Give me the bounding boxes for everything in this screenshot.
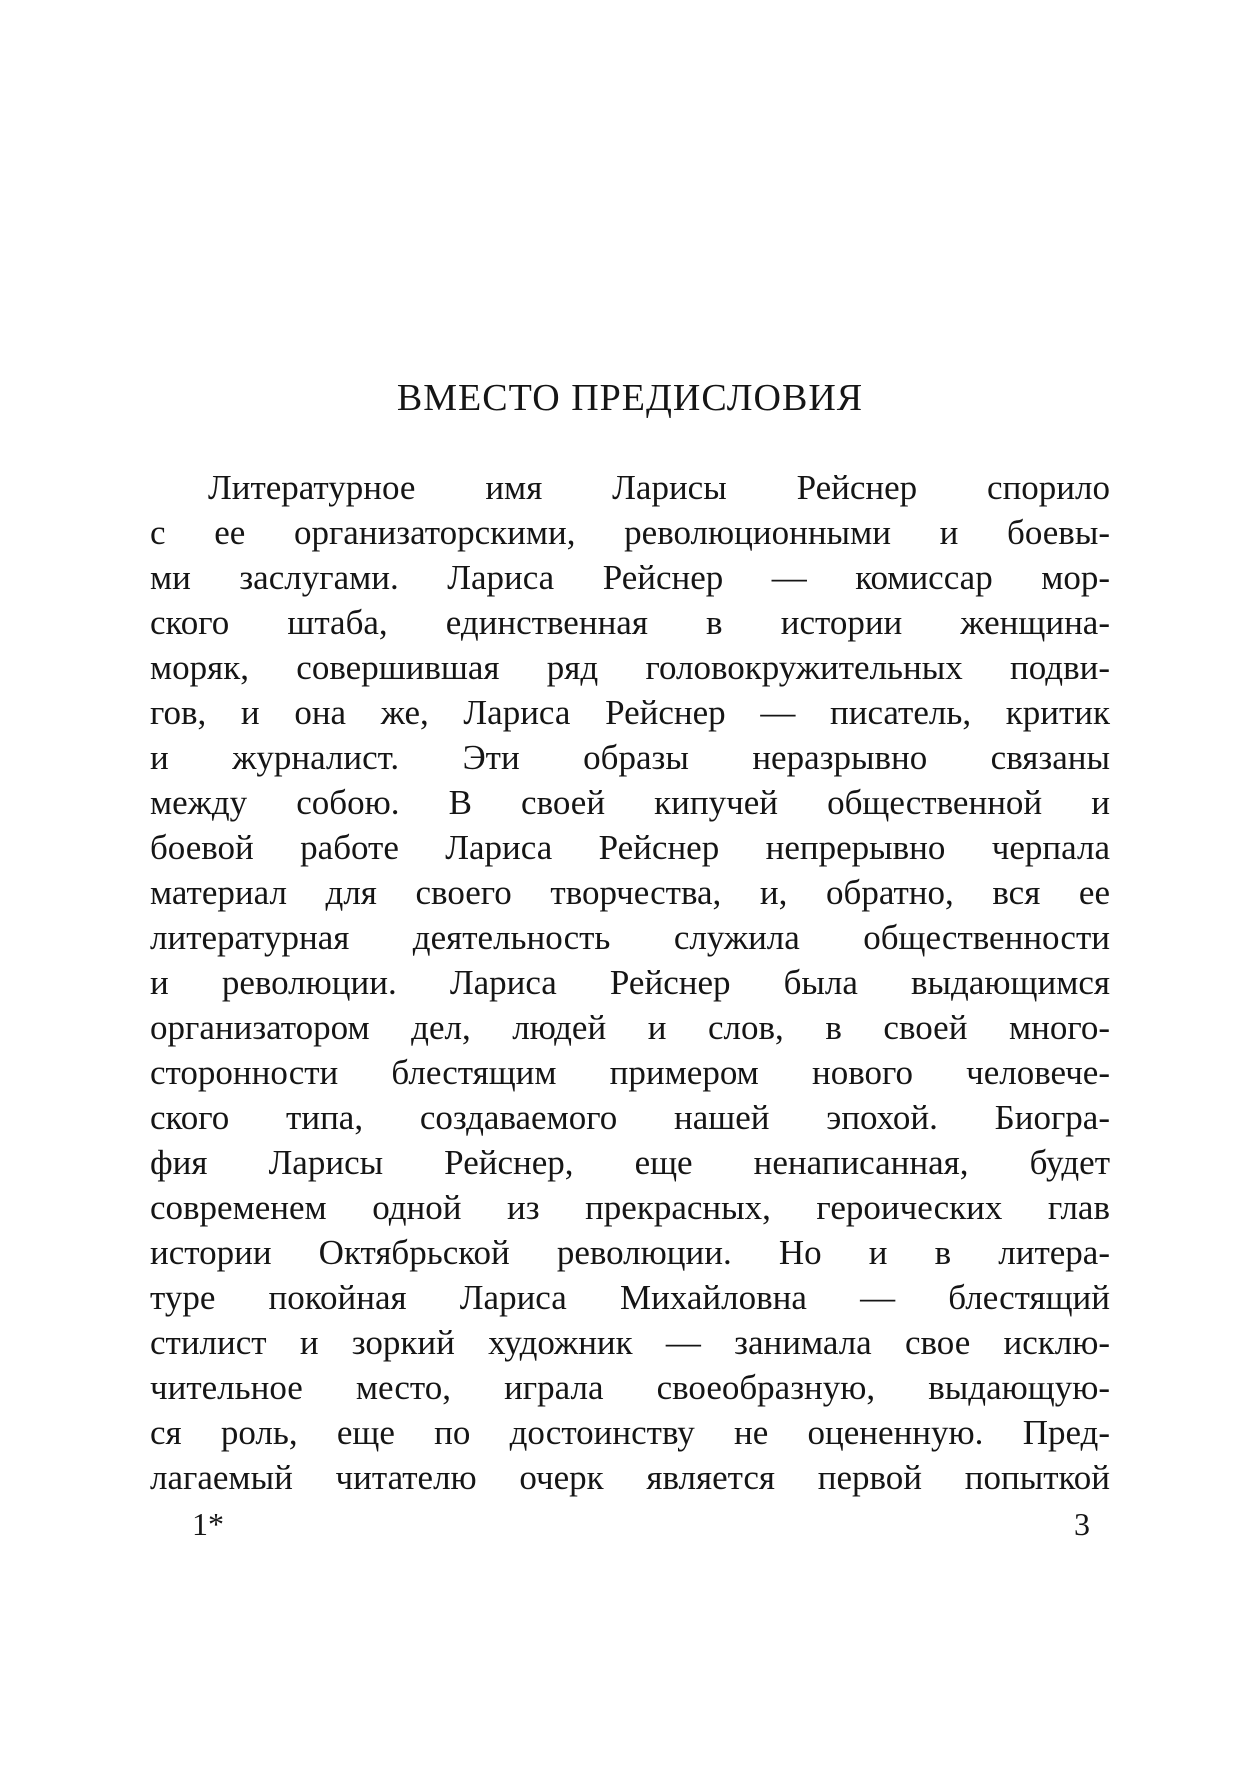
text-line: моряк, совершившая ряд головокружительных подви- [150, 648, 1110, 687]
page-heading: ВМЕСТО ПРЕДИСЛОВИЯ [396, 377, 864, 419]
text-line: между собою. В своей кипучей общественной и [150, 783, 1110, 822]
text-line: чительное место, играла своеобразную, выдающую- [150, 1368, 1110, 1407]
text-line: организатором дел, людей и слов, в своей много- [150, 1008, 1110, 1047]
text-line: истории Октябрьской революции. Но и в литера- [150, 1233, 1110, 1272]
text-line: Литературное имя Ларисы Рейснер спорило [208, 468, 1110, 507]
text-line: фия Ларисы Рейснер, еще ненаписанная, будет [150, 1143, 1110, 1182]
text-line: боевой работе Лариса Рейснер непрерывно черпала [150, 828, 1110, 867]
text-line: с ее организаторскими, революционными и боевы- [150, 513, 1110, 552]
text-line: и революции. Лариса Рейснер была выдающимся [150, 963, 1110, 1002]
text-line: литературная деятельность служила общественности [150, 918, 1110, 957]
text-line: стилист и зоркий художник — занимала свое исклю- [150, 1323, 1110, 1362]
text-line: и журналист. Эти образы неразрывно связаны [150, 738, 1110, 777]
text-line: гов, и она же, Лариса Рейснер — писатель, критик [150, 693, 1110, 732]
text-line: ми заслугами. Лариса Рейснер — комиссар мор- [150, 558, 1110, 597]
text-line: ского типа, создаваемого нашей эпохой. Биогра- [150, 1098, 1110, 1137]
signature-mark: 1* [192, 1506, 224, 1542]
text-line: современем одной из прекрасных, героических глав [150, 1188, 1110, 1227]
page-number: 3 [1074, 1506, 1090, 1542]
text-line: ся роль, еще по достоинству не оцененную. Пред- [150, 1413, 1110, 1452]
body-paragraph [150, 465, 1110, 1500]
text-line: туре покойная Лариса Михайловна — блестящий [150, 1278, 1110, 1317]
text-line: материал для своего творчества, и, обратно, вся ее [150, 873, 1110, 912]
text-line: сторонности блестящим примером нового человече- [150, 1053, 1110, 1092]
text-line: ского штаба, единственная в истории женщина- [150, 603, 1110, 642]
text-line: лагаемый читателю очерк является первой попыткой [150, 1458, 1110, 1497]
